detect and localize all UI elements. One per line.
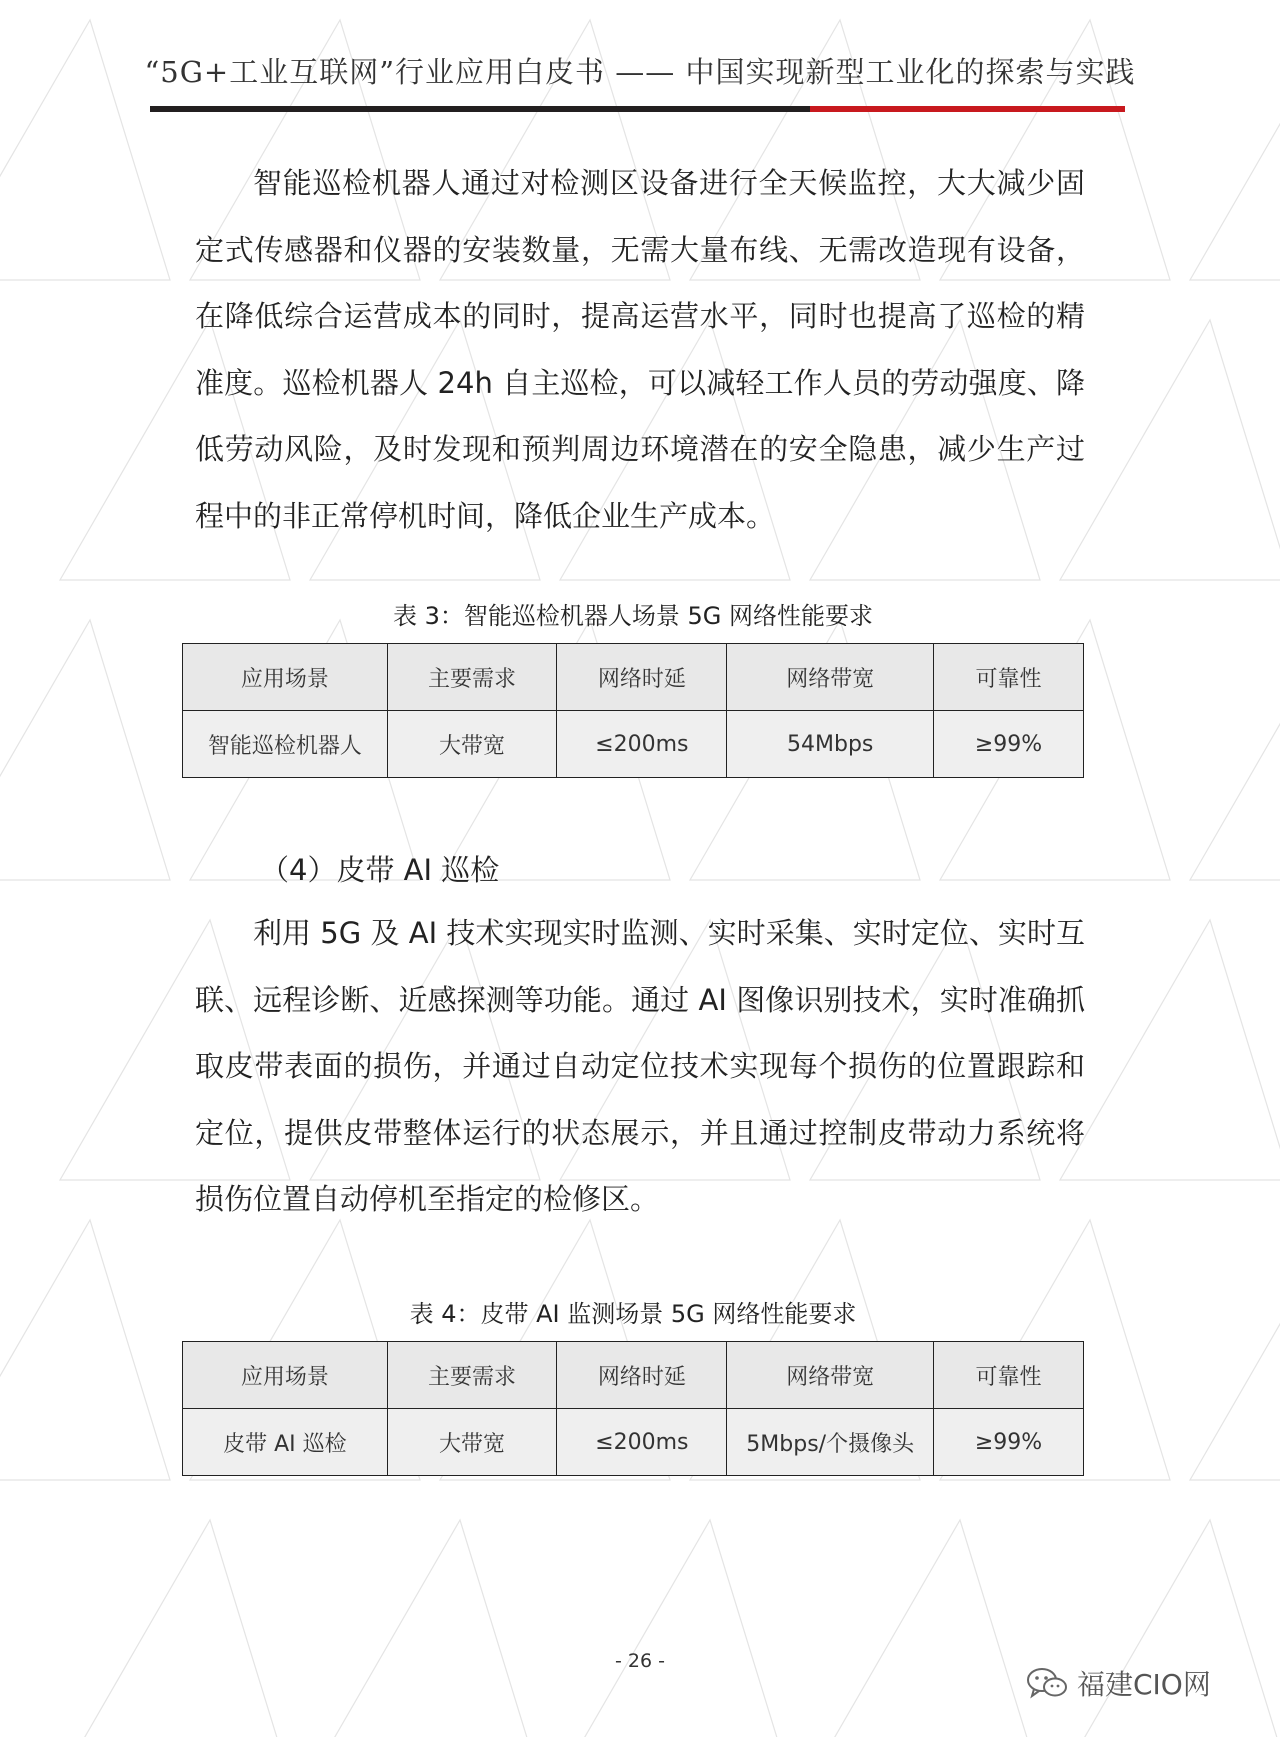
- table-cell: 大带宽: [387, 711, 557, 778]
- running-header-title: “5G+工业互联网”行业应用白皮书 —— 中国实现新型工业化的探索与实践: [144, 55, 1136, 89]
- table-header-cell: 应用场景: [183, 644, 388, 711]
- table-header-cell: 主要需求: [387, 644, 557, 711]
- table-header-cell: 应用场景: [183, 1342, 388, 1409]
- brand-badge: [1025, 1663, 1211, 1703]
- wechat-icon: [1025, 1665, 1069, 1701]
- table-header-cell: 网络时延: [557, 644, 727, 711]
- table-header-cell: 网络带宽: [727, 1342, 934, 1409]
- table-header-row: [183, 644, 1084, 711]
- table-header-cell: 网络时延: [557, 1342, 727, 1409]
- section-heading-belt-ai: （4）皮带 AI 巡检: [260, 853, 500, 887]
- table-row: [183, 1409, 1084, 1476]
- table-header-cell: 可靠性: [934, 644, 1084, 711]
- table-cell: 5Mbps/个摄像头: [727, 1409, 934, 1476]
- table-3: [182, 643, 1084, 778]
- table-cell: ≥99%: [934, 711, 1084, 778]
- table-cell: 大带宽: [387, 1409, 557, 1476]
- table-header-cell: 主要需求: [387, 1342, 557, 1409]
- table-row: [183, 711, 1084, 778]
- table-cell: 54Mbps: [727, 711, 934, 778]
- header-rule: [150, 106, 1125, 112]
- table-cell: ≥99%: [934, 1409, 1084, 1476]
- body-paragraph-belt-ai: 利用 5G 及 AI 技术实现实时监测、实时采集、实时定位、实时互联、远程诊断、近感探测等功能。通过 AI 图像识别技术，实时准确抓取皮带表面的损伤，并通过自动定位技术实现每个损伤的位置跟踪和定位，提供皮带整体运行的状态展示，并且通过控制皮带动力系统将损伤位置自动停机至指定的检修区。: [195, 916, 1085, 1216]
- table-header-cell: 可靠性: [934, 1342, 1084, 1409]
- table-header-row: [183, 1342, 1084, 1409]
- page-number: - 26 -: [615, 1650, 665, 1672]
- table-header-cell: 网络带宽: [727, 644, 934, 711]
- table-cell: ≤200ms: [557, 1409, 727, 1476]
- table-cell: 智能巡检机器人: [183, 711, 388, 778]
- table-4: [182, 1341, 1084, 1476]
- table-cell: 皮带 AI 巡检: [183, 1409, 388, 1476]
- brand-label: 福建CIO网: [1077, 1668, 1211, 1701]
- body-paragraph-robot-inspection: 智能巡检机器人通过对检测区设备进行全天候监控，大大减少固定式传感器和仪器的安装数量，无需大量布线、无需改造现有设备，在降低综合运营成本的同时，提高运营水平，同时也提高了巡检的精准度。巡检机器人 24h 自主巡检，可以减轻工作人员的劳动强度、降低劳动风险，及时发现和预判周边环境潜在的安全隐患，减少生产过程中的非正常停机时间，降低企业生产成本。: [195, 166, 1085, 533]
- table-3-caption: 表 3：智能巡检机器人场景 5G 网络性能要求: [392, 602, 874, 630]
- header-rule-dark: [150, 106, 810, 112]
- table-4-caption: 表 4：皮带 AI 监测场景 5G 网络性能要求: [409, 1300, 857, 1328]
- header-rule-red: [810, 106, 1125, 112]
- table-cell: ≤200ms: [557, 711, 727, 778]
